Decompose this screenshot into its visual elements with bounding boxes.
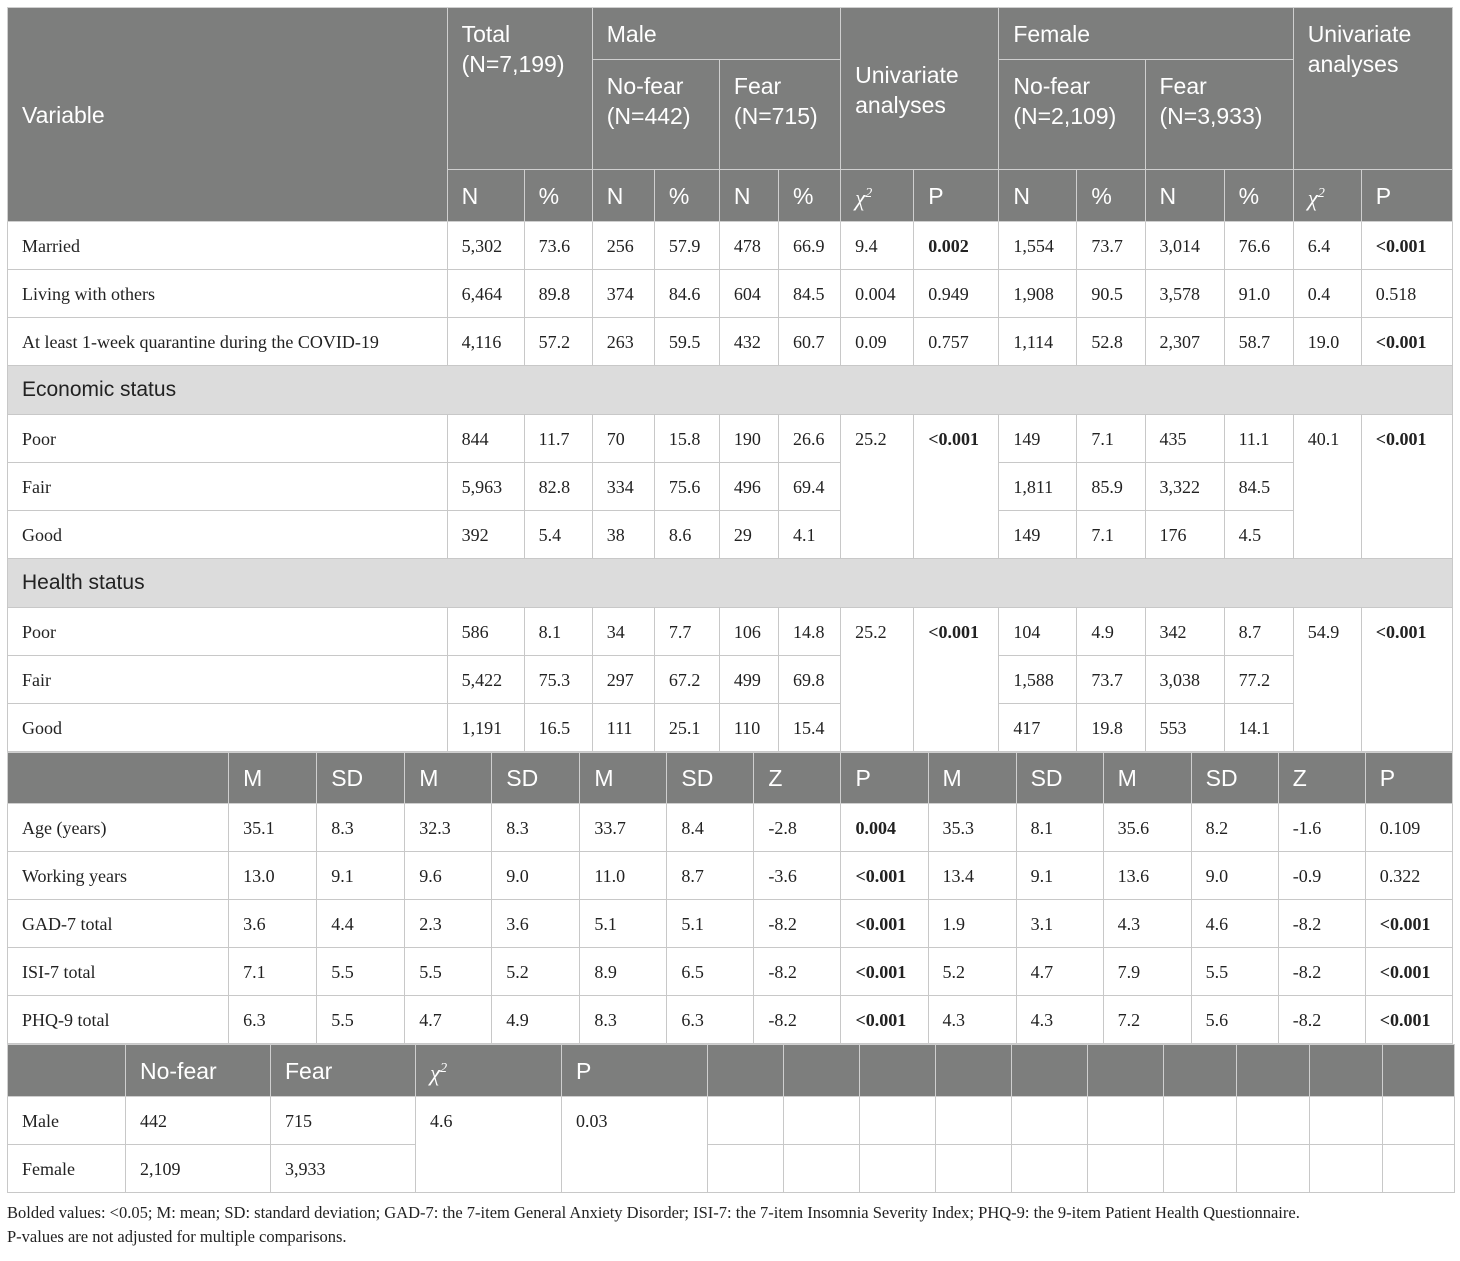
table-cell: 7.9 [1103, 948, 1191, 996]
table-cell: -8.2 [1278, 948, 1365, 996]
subheader-n: N [999, 170, 1077, 222]
table-cell: 7.1 [1077, 415, 1145, 463]
table-cell: 69.8 [779, 656, 841, 704]
table-cell: 4.9 [1077, 608, 1145, 656]
table-cell: 7.1 [229, 948, 317, 996]
table-cell: 176 [1145, 511, 1224, 559]
table-cell: 13.6 [1103, 852, 1191, 900]
table-cell: 91.0 [1224, 270, 1293, 318]
table-cell: 604 [719, 270, 778, 318]
table-cell: <0.001 [1361, 222, 1452, 270]
table-cell: 5,963 [447, 463, 524, 511]
table-cell: 4.9 [492, 996, 580, 1044]
table-cell: 8.3 [492, 804, 580, 852]
table-row [8, 270, 1453, 318]
cell-p-male: <0.001 [914, 608, 999, 752]
table-cell: 5.1 [667, 900, 754, 948]
table-cell: 844 [447, 415, 524, 463]
table-cell: 432 [719, 318, 778, 366]
table-cell: 0.518 [1361, 270, 1452, 318]
table-row [8, 704, 1453, 752]
row-label: Fair [8, 463, 448, 511]
header-stat: M [405, 753, 492, 804]
table-cell: 73.7 [1077, 222, 1145, 270]
categorical-body [8, 222, 1453, 752]
footnote [7, 1201, 1453, 1249]
footnote-line-2: P-values are not adjusted for multiple comparisons. [7, 1227, 347, 1246]
table-cell: -8.2 [754, 900, 841, 948]
table-cell: 35.6 [1103, 804, 1191, 852]
table-cell: <0.001 [1365, 900, 1452, 948]
table-cell: <0.001 [1365, 948, 1452, 996]
table-cell: 15.4 [779, 704, 841, 752]
table-cell: 6,464 [447, 270, 524, 318]
footnote-line-1: Bolded values: <0.05; M: mean; SD: standard deviation; GAD-7: the 7-item General Anxiety Disorder; ISI-7: the 7-item Insomnia Severity Index; PHQ-9: the 9-item Patient Health Questionnaire. [7, 1203, 1300, 1222]
cell-p-female: <0.001 [1361, 415, 1452, 559]
header-stat: Z [754, 753, 841, 804]
table-cell: 7.7 [654, 608, 719, 656]
table-row [8, 415, 1453, 463]
table-cell: 0.109 [1365, 804, 1452, 852]
cell-chi-square-male: 25.2 [841, 608, 914, 752]
table-cell: 478 [719, 222, 778, 270]
table-cell: 90.5 [1077, 270, 1145, 318]
table-row [8, 656, 1453, 704]
table-cell: -8.2 [754, 996, 841, 1044]
table-cell: 14.8 [779, 608, 841, 656]
subheader-p: P [914, 170, 999, 222]
table-cell: -3.6 [754, 852, 841, 900]
table-cell: 5,422 [447, 656, 524, 704]
table-cell: 5.2 [928, 948, 1016, 996]
table-cell: 89.8 [524, 270, 592, 318]
table-cell: 2,307 [1145, 318, 1224, 366]
row-label: Living with others [8, 270, 448, 318]
table-row [8, 222, 1453, 270]
table-cell: 35.1 [229, 804, 317, 852]
table-cell: 35.3 [928, 804, 1016, 852]
table-cell: 75.6 [654, 463, 719, 511]
table-cell: 8.1 [524, 608, 592, 656]
header-stat: M [580, 753, 667, 804]
table-cell: 84.5 [779, 270, 841, 318]
table-container [7, 7, 1453, 1249]
table-cell: 84.5 [1224, 463, 1293, 511]
table-cell: 149 [999, 415, 1077, 463]
section-row-health [8, 559, 1453, 608]
table-cell: 553 [1145, 704, 1224, 752]
table-cell: 499 [719, 656, 778, 704]
table-cell: 0.004 [841, 804, 928, 852]
table-cell: 15.8 [654, 415, 719, 463]
header-stat: Z [1278, 753, 1365, 804]
table-cell: -8.2 [1278, 900, 1365, 948]
table-cell: 57.9 [654, 222, 719, 270]
subheader-n: N [447, 170, 524, 222]
subheader-n: N [1145, 170, 1224, 222]
table-cell: 60.7 [779, 318, 841, 366]
table-cell: 297 [592, 656, 654, 704]
table-cell: 3,322 [1145, 463, 1224, 511]
table-row [8, 608, 1453, 656]
row-label: Working years [8, 852, 229, 900]
header-chi-square: $\chi^2$ [416, 1045, 562, 1097]
header-male: Male [592, 8, 840, 60]
table-cell: 149 [999, 511, 1077, 559]
table-cell: 4.4 [317, 900, 405, 948]
table-cell: 3,578 [1145, 270, 1224, 318]
subheader-n: N [592, 170, 654, 222]
table-cell: 75.3 [524, 656, 592, 704]
table-cell: 256 [592, 222, 654, 270]
table-cell: -8.2 [1278, 996, 1365, 1044]
table-cell: -2.8 [754, 804, 841, 852]
table-cell: 58.7 [1224, 318, 1293, 366]
header-male-nofear: No-fear (N=442) [592, 60, 719, 170]
table-cell: 8.3 [317, 804, 405, 852]
header-male-fear: Fear (N=715) [719, 60, 840, 170]
cell-p-female: <0.001 [1361, 608, 1452, 752]
section-row-economic [8, 366, 1453, 415]
table-cell: 16.5 [524, 704, 592, 752]
table-cell: 0.09 [841, 318, 914, 366]
table-row [8, 318, 1453, 366]
table-cell: 8.6 [654, 511, 719, 559]
table-cell: 0.002 [914, 222, 999, 270]
table-cell: 19.0 [1293, 318, 1361, 366]
row-label: At least 1-week quarantine during the COVID-19 [8, 318, 448, 366]
table-cell: 85.9 [1077, 463, 1145, 511]
header-blank [8, 1045, 126, 1097]
section-title-economic: Economic status [8, 366, 1453, 415]
table-cell: 111 [592, 704, 654, 752]
table-cell: 5.5 [317, 948, 405, 996]
table-cell: 13.0 [229, 852, 317, 900]
table-cell: 435 [1145, 415, 1224, 463]
table-cell: 334 [592, 463, 654, 511]
table-cell: 0.322 [1365, 852, 1452, 900]
header-fear: Fear [271, 1045, 416, 1097]
table-cell: 6.5 [667, 948, 754, 996]
row-label: ISI-7 total [8, 948, 229, 996]
header-female-fear: Fear (N=3,933) [1145, 60, 1293, 170]
table-cell: 4.5 [1224, 511, 1293, 559]
table-cell: 5.6 [1191, 996, 1278, 1044]
table-cell: 69.4 [779, 463, 841, 511]
header-stat: SD [1016, 753, 1103, 804]
row-label: Poor [8, 608, 448, 656]
header-stat: P [1365, 753, 1452, 804]
row-label: Fair [8, 656, 448, 704]
table-row [8, 1145, 1455, 1193]
table-cell: 9.1 [1016, 852, 1103, 900]
table-cell: 1,191 [447, 704, 524, 752]
table-cell: 3,038 [1145, 656, 1224, 704]
continuous-body [8, 804, 1453, 1044]
table-cell: <0.001 [1361, 318, 1452, 366]
header-stat: P [841, 753, 928, 804]
header-female-nofear: No-fear (N=2,109) [999, 60, 1145, 170]
table-cell: 84.6 [654, 270, 719, 318]
table-cell: <0.001 [841, 948, 928, 996]
table-cell: 57.2 [524, 318, 592, 366]
table-cell: 263 [592, 318, 654, 366]
table-cell: 5.5 [317, 996, 405, 1044]
table-cell: 3,014 [1145, 222, 1224, 270]
categorical-table [7, 7, 1453, 752]
table-cell: 3.6 [492, 900, 580, 948]
table-cell: 8.1 [1016, 804, 1103, 852]
table-row [8, 511, 1453, 559]
table-cell: 9.6 [405, 852, 492, 900]
table-cell: 73.7 [1077, 656, 1145, 704]
table-cell: 5.4 [524, 511, 592, 559]
table-cell: 5.2 [492, 948, 580, 996]
table-cell: 25.1 [654, 704, 719, 752]
table-cell: 33.7 [580, 804, 667, 852]
table-cell: 6.3 [667, 996, 754, 1044]
table-row [8, 804, 1453, 852]
row-label: Age (years) [8, 804, 229, 852]
cell-p: 0.03 [562, 1097, 708, 1193]
table-cell: 8.3 [580, 996, 667, 1044]
table-cell: 4.7 [405, 996, 492, 1044]
table-cell: <0.001 [841, 852, 928, 900]
table-cell: 11.7 [524, 415, 592, 463]
table-cell: 29 [719, 511, 778, 559]
table-cell: 76.6 [1224, 222, 1293, 270]
table-cell: 14.1 [1224, 704, 1293, 752]
table-cell: 4.3 [1016, 996, 1103, 1044]
table-cell: 7.1 [1077, 511, 1145, 559]
section-title-health: Health status [8, 559, 1453, 608]
subheader-pct: % [1077, 170, 1145, 222]
table-cell: 11.0 [580, 852, 667, 900]
table-cell: 9.4 [841, 222, 914, 270]
subheader-pct: % [1224, 170, 1293, 222]
header-univariate-male: Univariate analyses [841, 8, 999, 170]
row-label: Poor [8, 415, 448, 463]
cell-chi-square: 4.6 [416, 1097, 562, 1193]
header-nofear: No-fear [126, 1045, 271, 1097]
table-row [8, 852, 1453, 900]
table-cell: 2.3 [405, 900, 492, 948]
table-cell: 34 [592, 608, 654, 656]
header-stat: SD [667, 753, 754, 804]
table-cell: 5.5 [1191, 948, 1278, 996]
table-cell: 8.9 [580, 948, 667, 996]
subheader-chi: $\chi^2$ [841, 170, 914, 222]
table-cell: 417 [999, 704, 1077, 752]
header-stat: M [1103, 753, 1191, 804]
table-cell: 1,114 [999, 318, 1077, 366]
table-cell: -0.9 [1278, 852, 1365, 900]
table-cell: 110 [719, 704, 778, 752]
cell-chi-square-female: 54.9 [1293, 608, 1361, 752]
table-cell: 38 [592, 511, 654, 559]
subheader-chi: $\chi^2$ [1293, 170, 1361, 222]
table-cell: <0.001 [1365, 996, 1452, 1044]
row-label: Good [8, 704, 448, 752]
table-cell: 66.9 [779, 222, 841, 270]
table-cell: 1,588 [999, 656, 1077, 704]
table-cell: 7.2 [1103, 996, 1191, 1044]
table-cell: 106 [719, 608, 778, 656]
table-cell: 8.2 [1191, 804, 1278, 852]
table-cell: 0.4 [1293, 270, 1361, 318]
row-label: Male [8, 1097, 126, 1145]
table-cell: 73.6 [524, 222, 592, 270]
table-cell: 67.2 [654, 656, 719, 704]
table-cell: 70 [592, 415, 654, 463]
table-row [8, 996, 1453, 1044]
row-label: GAD-7 total [8, 900, 229, 948]
header-total: Total (N=7,199) [447, 8, 592, 170]
table-cell: 77.2 [1224, 656, 1293, 704]
table-cell: 190 [719, 415, 778, 463]
table-cell: 6.3 [229, 996, 317, 1044]
table-row [8, 463, 1453, 511]
table-cell: 1,908 [999, 270, 1077, 318]
table-cell: <0.001 [841, 900, 928, 948]
cell-nofear: 2,109 [126, 1145, 271, 1193]
table-cell: 1,811 [999, 463, 1077, 511]
table-cell: 4.6 [1191, 900, 1278, 948]
header-blank [8, 753, 229, 804]
table-cell: 104 [999, 608, 1077, 656]
table-cell: 342 [1145, 608, 1224, 656]
table-cell: 4,116 [447, 318, 524, 366]
table-cell: 19.8 [1077, 704, 1145, 752]
table-cell: 9.1 [317, 852, 405, 900]
table-cell: 0.949 [914, 270, 999, 318]
table-cell: 13.4 [928, 852, 1016, 900]
subheader-pct: % [524, 170, 592, 222]
table-cell: 0.757 [914, 318, 999, 366]
row-label: PHQ-9 total [8, 996, 229, 1044]
table-cell: 32.3 [405, 804, 492, 852]
table-cell: 8.7 [1224, 608, 1293, 656]
table-cell: 4.1 [779, 511, 841, 559]
table-cell: 5.5 [405, 948, 492, 996]
header-stat: SD [492, 753, 580, 804]
table-cell: 9.0 [1191, 852, 1278, 900]
cell-nofear: 442 [126, 1097, 271, 1145]
row-label: Female [8, 1145, 126, 1193]
table-cell: 82.8 [524, 463, 592, 511]
table-cell: 11.1 [1224, 415, 1293, 463]
continuous-table [7, 752, 1453, 1044]
table-row [8, 900, 1453, 948]
header-female: Female [999, 8, 1293, 60]
table-cell: 59.5 [654, 318, 719, 366]
header-stat: M [928, 753, 1016, 804]
table-cell: 8.7 [667, 852, 754, 900]
table-cell: 392 [447, 511, 524, 559]
subheader-pct: % [779, 170, 841, 222]
header-univariate-female: Univariate analyses [1293, 8, 1452, 170]
table-cell: 0.004 [841, 270, 914, 318]
table-cell: 3.6 [229, 900, 317, 948]
header-stat: SD [317, 753, 405, 804]
table-cell: 5.1 [580, 900, 667, 948]
cell-chi-square-female: 40.1 [1293, 415, 1361, 559]
header-p: P [562, 1045, 708, 1097]
continuous-header-row [8, 753, 1453, 804]
table-cell: 586 [447, 608, 524, 656]
table-cell: 8.4 [667, 804, 754, 852]
table-cell: 6.4 [1293, 222, 1361, 270]
table-row [8, 1097, 1455, 1145]
subheader-p: P [1361, 170, 1452, 222]
table-cell: 5,302 [447, 222, 524, 270]
cell-chi-square-male: 25.2 [841, 415, 914, 559]
table-cell: 4.3 [928, 996, 1016, 1044]
row-label: Good [8, 511, 448, 559]
table-cell: -8.2 [754, 948, 841, 996]
table-cell: 374 [592, 270, 654, 318]
table-cell: 1.9 [928, 900, 1016, 948]
table-row [8, 948, 1453, 996]
cell-fear: 715 [271, 1097, 416, 1145]
cell-fear: 3,933 [271, 1145, 416, 1193]
header-stat: SD [1191, 753, 1278, 804]
header-variable: Variable [8, 8, 448, 222]
table-cell: 52.8 [1077, 318, 1145, 366]
subheader-n: N [719, 170, 778, 222]
subheader-pct: % [654, 170, 719, 222]
table-cell: -1.6 [1278, 804, 1365, 852]
fear-by-sex-table [7, 1044, 1455, 1193]
row-label: Married [8, 222, 448, 270]
table-cell: 4.3 [1103, 900, 1191, 948]
table-cell: 9.0 [492, 852, 580, 900]
table-cell: 496 [719, 463, 778, 511]
table-cell: 3.1 [1016, 900, 1103, 948]
table-cell: 1,554 [999, 222, 1077, 270]
table-cell: 26.6 [779, 415, 841, 463]
table-cell: <0.001 [841, 996, 928, 1044]
header-stat: M [229, 753, 317, 804]
table-cell: 4.7 [1016, 948, 1103, 996]
cell-p-male: <0.001 [914, 415, 999, 559]
